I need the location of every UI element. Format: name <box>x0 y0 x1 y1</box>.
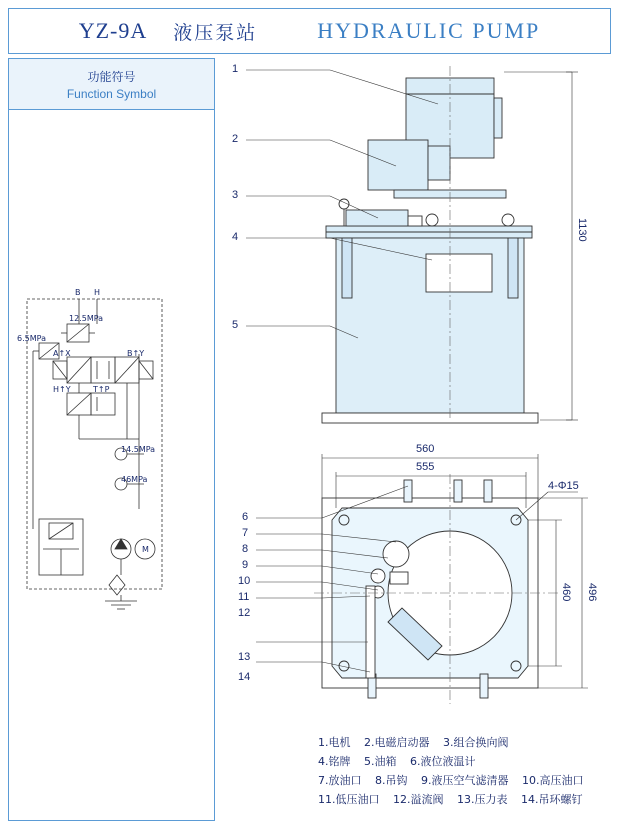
function-symbol-header <box>9 59 214 110</box>
title-name-cn: 液压泵站 <box>173 21 258 44</box>
legend-item-7: 7.放油口 <box>318 774 362 787</box>
legend-row-2 <box>318 752 610 771</box>
legend-item-11: 11.低压油口 <box>318 793 380 806</box>
function-symbol-title-cn: 功能符号 <box>87 69 136 84</box>
title-model: YZ-9A <box>78 18 148 43</box>
callout-3: 3 <box>232 189 239 201</box>
callout-11: 11 <box>238 591 250 603</box>
symbol-label-p4: 46MPa <box>121 475 148 484</box>
callout-5: 5 <box>232 319 239 331</box>
dimension-width-555: 555 <box>416 461 435 473</box>
callout-9: 9 <box>242 559 249 571</box>
legend-item-5: 5.油箱 <box>364 755 397 768</box>
callout-13: 13 <box>238 651 251 663</box>
callout-7: 7 <box>242 527 249 539</box>
legend-row-1 <box>318 733 610 752</box>
callout-6: 6 <box>242 511 249 523</box>
title-name-en: HYDRAULIC PUMP <box>317 18 541 43</box>
dimension-holes: 4-Φ15 <box>548 480 579 492</box>
legend-item-12: 12.溢流阀 <box>393 793 444 806</box>
legend <box>318 733 610 821</box>
legend-item-4: 4.铭牌 <box>318 755 351 768</box>
symbol-label-valve-left: A↑X <box>53 349 71 358</box>
callout-12: 12 <box>238 607 251 619</box>
title-bar <box>8 8 611 54</box>
symbol-label-p3: 14.5MPa <box>121 445 156 454</box>
callout-14: 14 <box>238 671 251 683</box>
dimension-height-496: 496 <box>586 583 598 602</box>
legend-row-4 <box>318 790 610 809</box>
legend-item-8: 8.吊钩 <box>375 774 408 787</box>
legend-item-10: 10.高压油口 <box>522 774 584 787</box>
dimension-height-1130: 1130 <box>576 218 588 242</box>
symbol-label-sub-left: H↑Y <box>53 385 71 394</box>
hydraulic-schematic <box>9 109 214 819</box>
legend-item-9: 9.液压空气滤清器 <box>421 774 509 787</box>
symbol-label-valve-right: B↑Y <box>127 349 145 358</box>
symbol-label-motor: M <box>142 545 149 554</box>
legend-item-14: 14.吊环螺钉 <box>521 793 583 806</box>
legend-item-2: 2.电磁启动器 <box>364 736 430 749</box>
callout-4: 4 <box>232 231 239 243</box>
function-symbol-panel <box>8 58 215 821</box>
symbol-label-port-h: H <box>94 288 101 297</box>
symbol-label-sub-right: T↑P <box>93 385 110 394</box>
legend-item-3: 3.组合换向阀 <box>443 736 509 749</box>
callout-2: 2 <box>232 133 239 145</box>
legend-item-13: 13.压力表 <box>457 793 508 806</box>
dimension-height-460: 460 <box>560 583 572 602</box>
symbol-label-port-b: B <box>75 288 81 297</box>
legend-row-3 <box>318 771 610 790</box>
legend-item-1: 1.电机 <box>318 736 351 749</box>
technical-drawing <box>218 58 609 819</box>
legend-item-6: 6.液位液温计 <box>410 755 476 768</box>
dimension-width-560: 560 <box>416 443 435 455</box>
callout-1: 1 <box>232 63 239 75</box>
callout-8: 8 <box>242 543 249 555</box>
front-view <box>218 58 609 448</box>
symbol-label-p2: 6.5MPa <box>17 334 46 343</box>
callout-10: 10 <box>238 575 251 587</box>
function-symbol-title-en: Function Symbol <box>66 86 157 101</box>
symbol-label-p1: 12.5MPa <box>69 314 104 323</box>
